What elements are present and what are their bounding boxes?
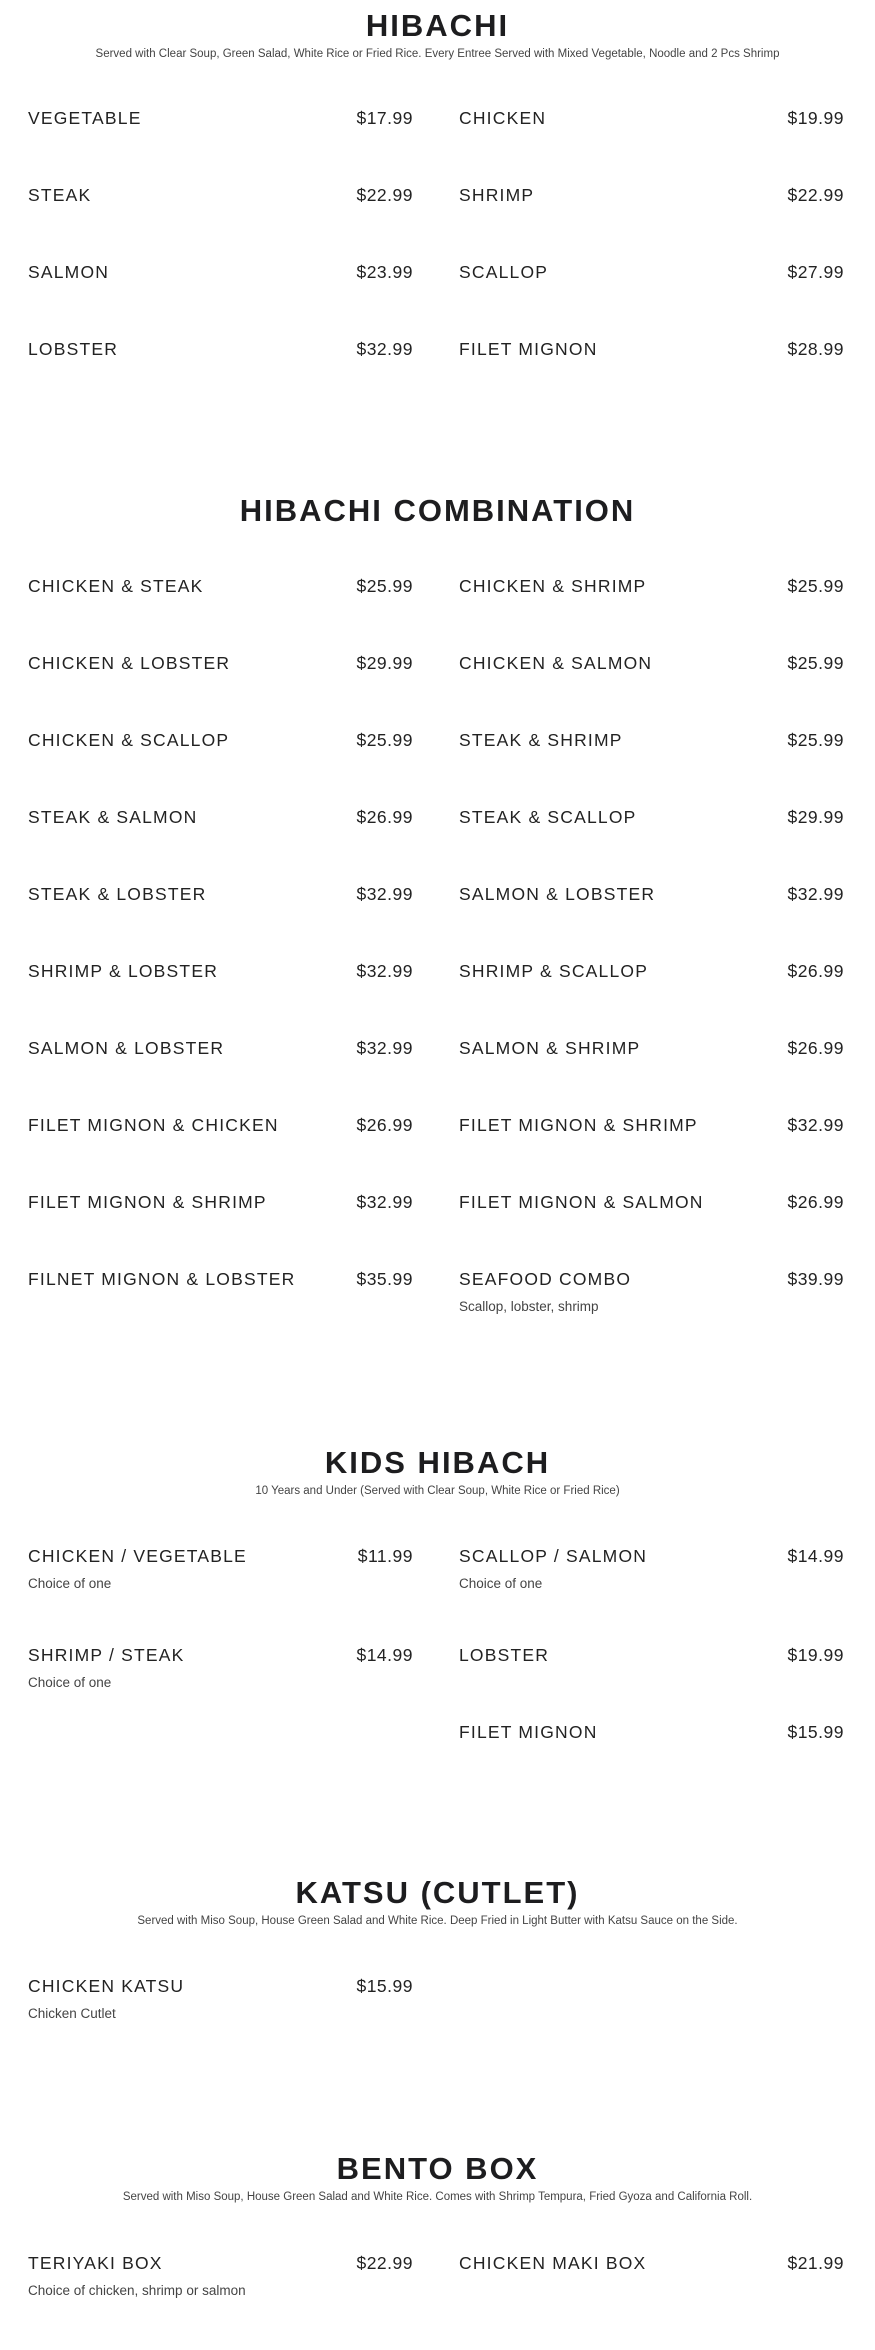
menu-item[interactable] bbox=[459, 1643, 844, 1720]
menu-item[interactable] bbox=[459, 1036, 844, 1113]
menu-item-name: CHICKEN & SCALLOP bbox=[28, 729, 230, 750]
menu-item-price: $22.99 bbox=[356, 184, 413, 205]
menu-item[interactable] bbox=[28, 959, 413, 1036]
menu-item-price: $15.99 bbox=[787, 1721, 844, 1742]
menu-item-row bbox=[28, 2251, 413, 2275]
menu-item-name: STEAK & SALMON bbox=[28, 806, 198, 827]
menu-item-name: STEAK & SHRIMP bbox=[459, 729, 623, 750]
menu-item-name: SALMON bbox=[28, 261, 110, 282]
menu-item-description: Choice of one bbox=[28, 1675, 112, 1690]
menu-item-price: $19.99 bbox=[787, 107, 844, 128]
menu-item[interactable] bbox=[459, 959, 844, 1036]
column-left bbox=[28, 1544, 413, 1742]
menu-item-row bbox=[28, 805, 413, 829]
menu-item-price: $32.99 bbox=[356, 1037, 413, 1058]
menu-item-price: $35.99 bbox=[356, 1268, 413, 1289]
menu-item-name: FILET MIGNON & SHRIMP bbox=[459, 1114, 698, 1135]
menu-item[interactable] bbox=[28, 805, 413, 882]
menu-item-price: $26.99 bbox=[787, 1191, 844, 1212]
menu-item[interactable] bbox=[459, 183, 844, 260]
menu-item[interactable] bbox=[28, 2251, 413, 2350]
menu-item-name: CHICKEN bbox=[459, 107, 547, 128]
menu-item-name: VEGETABLE bbox=[28, 107, 142, 128]
column-right bbox=[459, 574, 844, 1366]
menu-item-row bbox=[28, 1190, 413, 1214]
column-left bbox=[28, 574, 413, 1344]
menu-item-price: $26.99 bbox=[356, 1114, 413, 1135]
menu-item-price: $26.99 bbox=[787, 960, 844, 981]
menu-item[interactable] bbox=[28, 1974, 413, 2073]
menu-item-price: $23.99 bbox=[356, 261, 413, 282]
menu-item-name: FILET MIGNON bbox=[459, 338, 598, 359]
menu-item-row bbox=[28, 260, 413, 284]
menu-item-name: TERIYAKI BOX bbox=[28, 2252, 163, 2273]
menu-item-row bbox=[459, 805, 844, 829]
menu-item-name: SHRIMP / STEAK bbox=[28, 1644, 185, 1665]
menu-item-name: CHICKEN KATSU bbox=[28, 1975, 185, 1996]
column-left bbox=[28, 1974, 413, 2073]
menu-item-name: STEAK & SCALLOP bbox=[459, 806, 637, 827]
menu-item-price: $29.99 bbox=[356, 652, 413, 673]
menu-item-description: Choice of chicken, shrimp or salmon bbox=[28, 2283, 246, 2298]
section-title: HIBACHI COMBINATION bbox=[239, 493, 636, 528]
menu-item-description: Scallop, lobster, shrimp bbox=[459, 1299, 599, 1314]
menu-item-price: $11.99 bbox=[357, 1545, 413, 1566]
section-subtitle: 10 Years and Under (Served with Clear Soup, White Rice or Fried Rice) bbox=[255, 1485, 620, 1497]
menu-item-description: Chicken Cutlet bbox=[28, 2006, 116, 2021]
menu-item-price: $14.99 bbox=[356, 1644, 413, 1665]
menu-item-name: STEAK & LOBSTER bbox=[28, 883, 207, 904]
menu-item-price: $27.99 bbox=[787, 261, 844, 282]
menu-item-price: $25.99 bbox=[787, 652, 844, 673]
menu-item-price: $32.99 bbox=[787, 1114, 844, 1135]
menu-item[interactable] bbox=[459, 574, 844, 651]
menu-item-row bbox=[459, 260, 844, 284]
menu-item-name: CHICKEN / VEGETABLE bbox=[28, 1545, 247, 1566]
menu-item[interactable] bbox=[28, 651, 413, 728]
menu-item-row bbox=[28, 1267, 413, 1291]
menu-item-name: SALMON & SHRIMP bbox=[459, 1037, 641, 1058]
menu-item-price: $15.99 bbox=[356, 1975, 413, 1996]
menu-item-name: CHICKEN MAKI BOX bbox=[459, 2252, 647, 2273]
section-subtitle: Served with Miso Soup, House Green Salad and White Rice. Comes with Shrimp Tempura, Fried Gyoza and California Roll. bbox=[122, 2191, 753, 2203]
menu-item-name: FILET MIGNON & SHRIMP bbox=[28, 1191, 267, 1212]
section-subtitle: Served with Miso Soup, House Green Salad and White Rice. Deep Fried in Light Butter with Katsu Sauce on the Side. bbox=[137, 1915, 738, 1927]
menu-item[interactable] bbox=[459, 882, 844, 959]
menu-item-price: $32.99 bbox=[356, 1191, 413, 1212]
menu-item[interactable] bbox=[459, 260, 844, 337]
menu-item[interactable] bbox=[459, 1113, 844, 1190]
menu-item-price: $21.99 bbox=[787, 2252, 844, 2273]
menu-item-name: CHICKEN & STEAK bbox=[28, 575, 204, 596]
menu-item-name: SEAFOOD COMBO bbox=[459, 1268, 632, 1289]
menu-item-row bbox=[28, 728, 413, 752]
menu-item[interactable] bbox=[28, 1036, 413, 1113]
menu-item-row bbox=[459, 1544, 844, 1568]
menu-item-name: LOBSTER bbox=[459, 1644, 550, 1665]
menu-item[interactable] bbox=[459, 1544, 844, 1643]
menu-item[interactable] bbox=[459, 1720, 844, 1797]
column-left bbox=[28, 106, 413, 414]
menu-item-price: $19.99 bbox=[787, 1644, 844, 1665]
section-title: KATSU (CUTLET) bbox=[295, 1875, 580, 1910]
menu-item[interactable] bbox=[28, 1267, 413, 1344]
menu-item-name: STEAK bbox=[28, 184, 92, 205]
menu-item-row bbox=[28, 574, 413, 598]
menu-item-row bbox=[28, 337, 413, 361]
menu-item[interactable] bbox=[459, 728, 844, 805]
menu-item[interactable] bbox=[459, 651, 844, 728]
menu-item-row bbox=[28, 1113, 413, 1137]
section-subtitle: Served with Clear Soup, Green Salad, White Rice or Fried Rice. Every Entree Served with Mixed Vegetable, Noodle and 2 Pcs Shrimp bbox=[95, 48, 780, 60]
column-right bbox=[459, 1544, 844, 1797]
menu-item-name: SHRIMP & SCALLOP bbox=[459, 960, 649, 981]
menu-item[interactable] bbox=[28, 1544, 413, 1643]
menu-item[interactable] bbox=[28, 1190, 413, 1267]
menu-item-row bbox=[459, 1036, 844, 1060]
menu-item-price: $25.99 bbox=[356, 575, 413, 596]
menu-item-row bbox=[459, 2251, 844, 2275]
menu-item-row bbox=[28, 1544, 413, 1568]
menu-item-row bbox=[459, 728, 844, 752]
menu-item-price: $26.99 bbox=[787, 1037, 844, 1058]
menu-item-price: $17.99 bbox=[356, 107, 413, 128]
menu-item-row bbox=[28, 183, 413, 207]
menu-item-row bbox=[28, 1036, 413, 1060]
menu-item-row bbox=[28, 1974, 413, 1998]
menu-item[interactable] bbox=[28, 106, 413, 183]
menu-item[interactable] bbox=[459, 805, 844, 882]
watermark-text: sirved bbox=[630, 2288, 784, 2340]
menu-item-price: $14.99 bbox=[787, 1545, 844, 1566]
menu-item-row bbox=[459, 337, 844, 361]
menu-item-name: CHICKEN & SHRIMP bbox=[459, 575, 647, 596]
menu-item-row bbox=[459, 1113, 844, 1137]
section-title: BENTO BOX bbox=[336, 2151, 539, 2186]
menu-item-row bbox=[28, 959, 413, 983]
menu-item-price: $25.99 bbox=[787, 729, 844, 750]
menu-item-name: CHICKEN & SALMON bbox=[459, 652, 653, 673]
column-right bbox=[459, 2251, 844, 2328]
menu-item-name: FILET MIGNON bbox=[459, 1721, 598, 1742]
section-title: KIDS HIBACH bbox=[324, 1445, 551, 1480]
menu-item-name: SALMON & LOBSTER bbox=[459, 883, 656, 904]
menu-item[interactable] bbox=[28, 260, 413, 337]
menu-item-row bbox=[28, 651, 413, 675]
section-title: HIBACHI bbox=[365, 8, 510, 43]
menu-item-name: LOBSTER bbox=[28, 338, 119, 359]
menu-item-name: SHRIMP bbox=[459, 184, 535, 205]
menu-item[interactable] bbox=[28, 183, 413, 260]
menu-item-row bbox=[28, 1643, 413, 1667]
menu-item-row bbox=[459, 882, 844, 906]
menu-item-price: $32.99 bbox=[356, 883, 413, 904]
menu-item[interactable] bbox=[459, 106, 844, 183]
menu-item-price: $32.99 bbox=[787, 883, 844, 904]
menu-item[interactable] bbox=[28, 337, 413, 414]
menu-item-description: Choice of one bbox=[459, 1576, 543, 1591]
menu-item-row bbox=[28, 882, 413, 906]
column-right bbox=[459, 106, 844, 414]
menu-item-row bbox=[459, 651, 844, 675]
menu-item-name: SALMON & LOBSTER bbox=[28, 1037, 225, 1058]
menu-item-row bbox=[459, 1720, 844, 1744]
menu-item[interactable] bbox=[28, 728, 413, 805]
menu-item-row bbox=[459, 1643, 844, 1667]
menu-item-row bbox=[459, 959, 844, 983]
menu-item-name: FILET MIGNON & SALMON bbox=[459, 1191, 704, 1212]
menu-item-name: CHICKEN & LOBSTER bbox=[28, 652, 231, 673]
menu-item-row bbox=[459, 1190, 844, 1214]
menu-item[interactable] bbox=[459, 337, 844, 414]
menu-item-row bbox=[459, 574, 844, 598]
menu-item-name: SHRIMP & LOBSTER bbox=[28, 960, 219, 981]
menu-item-name: SCALLOP bbox=[459, 261, 549, 282]
menu-item-price: $22.99 bbox=[356, 2252, 413, 2273]
menu-item-row bbox=[459, 1267, 844, 1291]
menu-item[interactable] bbox=[28, 1113, 413, 1190]
menu-item[interactable] bbox=[459, 2251, 844, 2328]
menu-item-row bbox=[459, 106, 844, 130]
menu-item[interactable] bbox=[459, 1190, 844, 1267]
menu-item-row bbox=[28, 106, 413, 130]
menu-item[interactable] bbox=[28, 1643, 413, 1742]
menu-item[interactable] bbox=[28, 882, 413, 959]
menu-item-price: $28.99 bbox=[787, 338, 844, 359]
menu-item[interactable] bbox=[28, 574, 413, 651]
menu-item-price: $25.99 bbox=[356, 729, 413, 750]
menu-item-price: $26.99 bbox=[356, 806, 413, 827]
menu-item[interactable] bbox=[459, 1267, 844, 1366]
menu-item-price: $22.99 bbox=[787, 184, 844, 205]
menu-item-description: Choice of one bbox=[28, 1576, 112, 1591]
menu-item-name: FILET MIGNON & CHICKEN bbox=[28, 1114, 279, 1135]
menu-item-price: $29.99 bbox=[787, 806, 844, 827]
column-left bbox=[28, 2251, 413, 2350]
menu-item-price: $39.99 bbox=[787, 1268, 844, 1289]
menu-item-name: SCALLOP / SALMON bbox=[459, 1545, 648, 1566]
menu-item-price: $32.99 bbox=[356, 960, 413, 981]
menu-item-price: $32.99 bbox=[356, 338, 413, 359]
menu-item-row bbox=[459, 183, 844, 207]
menu-item-name: FILNET MIGNON & LOBSTER bbox=[28, 1268, 296, 1289]
menu-item-price: $25.99 bbox=[787, 575, 844, 596]
